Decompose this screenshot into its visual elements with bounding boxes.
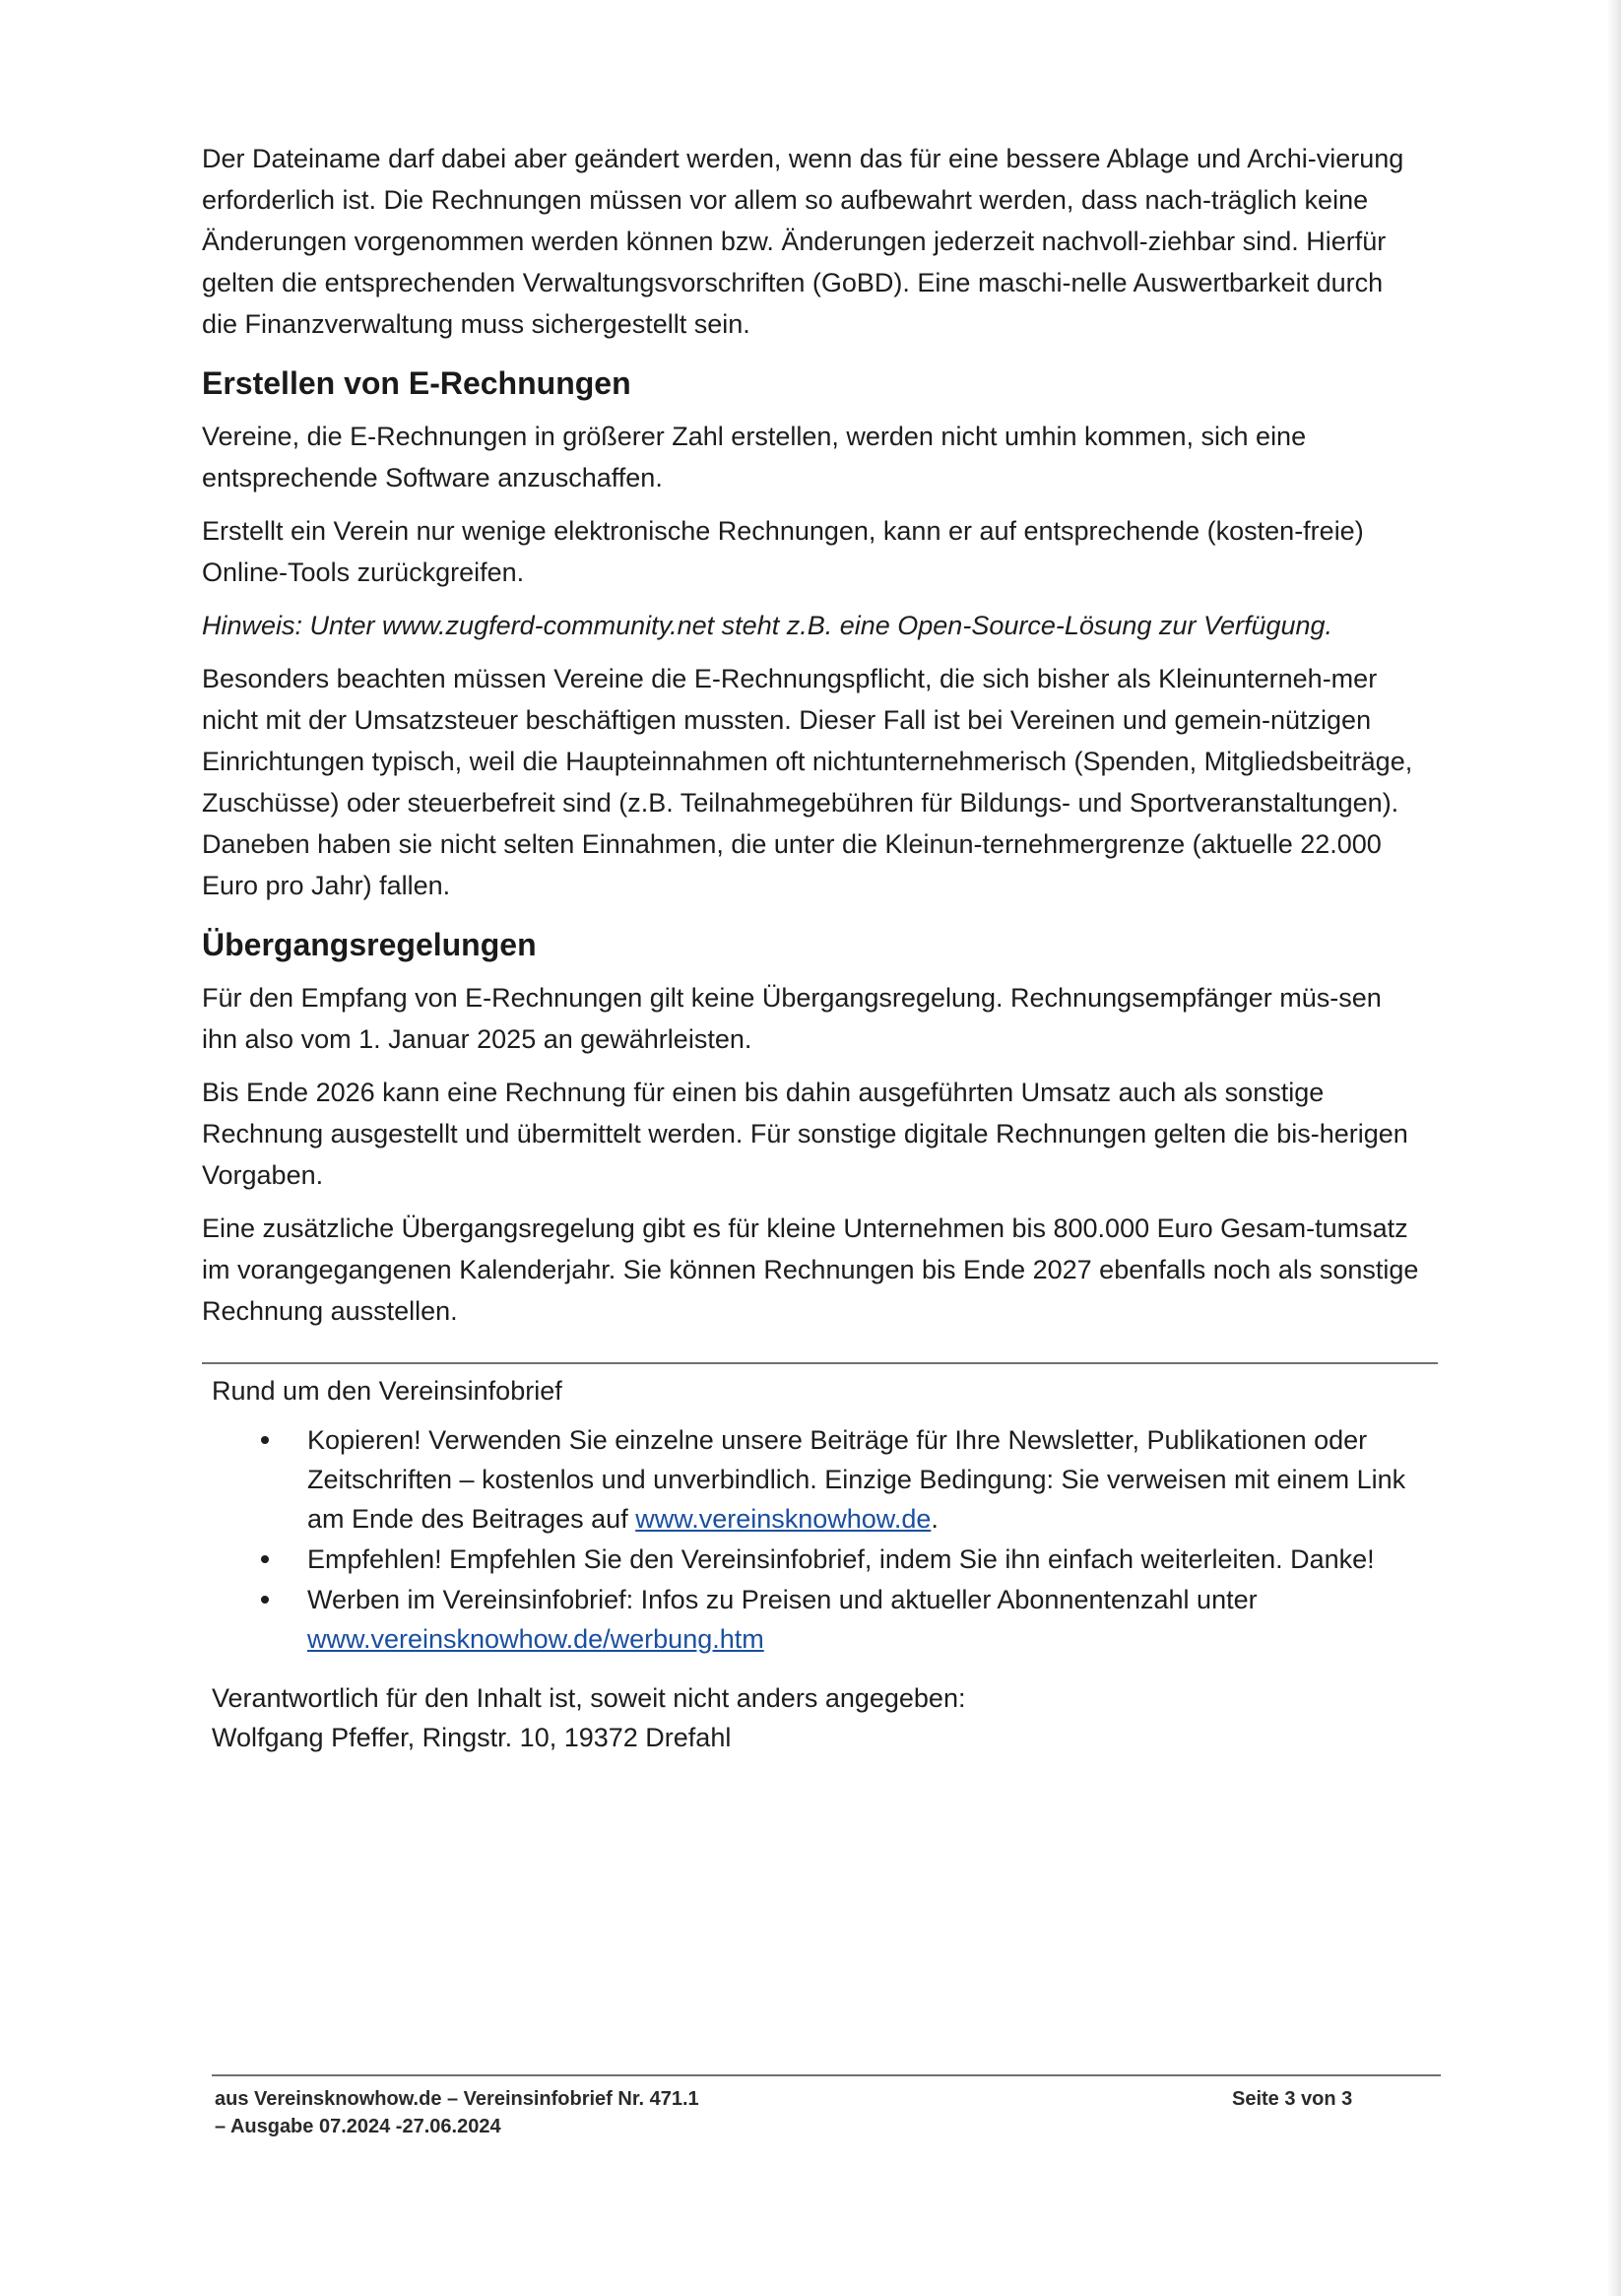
bullet-icon [261, 1555, 269, 1563]
info-heading: Rund um den Vereinsinfobrief [212, 1376, 562, 1406]
bullet-icon [261, 1436, 269, 1444]
info-item-text: Kopieren! Verwenden Sie einzelne unsere Beiträge für Ihre Newsletter, Publikationen oder Zeitschriften – kostenlos und unverbindlich. Einzige Bedingung: Sie verweisen mit einem Link am Ende des Beitrages auf [307, 1425, 1406, 1534]
info-list [212, 1420, 1433, 1659]
responsible-line: Verantwortlich für den Inhalt ist, soweit nicht anders angegeben: [212, 1683, 966, 1713]
footer-source: aus Vereinsknowhow.de – Vereinsinfobrief Nr. 471.1 [215, 2088, 699, 2110]
info-item-werben [212, 1580, 1433, 1659]
paragraph-dateiname: Der Dateiname darf dabei aber geändert werden, wenn das für eine bessere Ablage und Archi-vierung erforderlich ist. Die Rechnungen müssen vor allem so aufbewahrt werden, dass nach-träglich keine Änderungen vorgenommen werden können bzw. Änderungen jederzeit nachvoll-ziehbar sind. Hierfür gelten die entsprechenden Verwaltungsvorschriften (GoBD). Eine maschi-nelle Auswertbarkeit durch die Finanzverwaltung muss sichergestellt sein. [202, 144, 1404, 339]
heading-erstellen: Erstellen von E-Rechnungen [202, 365, 631, 401]
paragraph-kleinunternehmer: Besonders beachten müssen Vereine die E-Rechnungspflicht, die sich bisher als Kleinunterneh-mer nicht mit der Umsatzsteuer beschäftigen mussten. Dieser Fall ist bei Vereinen und gemein-nützigen Einrichtungen typisch, weil die Haupteinnahmen oft nichtunternehmerisch (Spenden, Mitgliedsbeiträge, Zuschüsse) oder steuerbefreit sind (z.B. Teilnahmegebühren für Bildungs- und Sportveranstaltungen). Daneben haben sie nicht selten Einnahmen, die unter die Kleinun-ternehmergrenze (aktuelle 22.000 Euro pro Jahr) fallen. [202, 664, 1413, 900]
bullet-icon [261, 1596, 269, 1604]
info-item-empfehlen [212, 1540, 1433, 1579]
page-footer [215, 2085, 1436, 2140]
footer-issue: – Ausgabe 07.2024 -27.06.2024 [215, 2116, 501, 2137]
link-vereinsknowhow[interactable]: www.vereinsknowhow.de [635, 1504, 932, 1534]
paragraph-ende-2027: Eine zusätzliche Übergangsregelung gibt es für kleine Unternehmen bis 800.000 Euro Gesam-tumsatz im vorangegangenen Kalenderjahr. Sie können Rechnungen bis Ende 2027 ebenfalls noch als sonstige Rechnung ausstellen. [202, 1214, 1419, 1326]
paragraph-empfang: Für den Empfang von E-Rechnungen gilt keine Übergangsregelung. Rechnungsempfänger müs-sen ihn also vom 1. Januar 2025 an gewährleisten. [202, 983, 1382, 1054]
hint-zugferd: Hinweis: Unter www.zugferd-community.net steht z.B. eine Open-Source-Lösung zur Verfügung. [202, 611, 1333, 640]
info-item-end: . [931, 1504, 939, 1534]
responsible-block [212, 1678, 1433, 1757]
info-item-text: Werben im Vereinsinfobrief: Infos zu Preisen und aktueller Abonnentenzahl unter [307, 1585, 1258, 1614]
scan-edge [1607, 0, 1621, 2296]
info-box [212, 1371, 1433, 1757]
paragraph-software: Vereine, die E-Rechnungen in größerer Zahl erstellen, werden nicht umhin kommen, sich eine entsprechende Software anzuschaffen. [202, 422, 1307, 492]
info-divider [202, 1362, 1438, 1364]
info-item-kopieren [212, 1420, 1433, 1539]
info-item-text: Empfehlen! Empfehlen Sie den Vereinsinfobrief, indem Sie ihn einfach weiterleiten. Danke! [307, 1544, 1375, 1574]
link-werbung[interactable]: www.vereinsknowhow.de/werbung.htm [307, 1624, 764, 1654]
document-body [202, 138, 1423, 1344]
responsible-address: Wolfgang Pfeffer, Ringstr. 10, 19372 Drefahl [212, 1723, 732, 1752]
page-number: Seite 3 von 3 [1232, 2088, 1353, 2110]
paragraph-online-tools: Erstellt ein Verein nur wenige elektronische Rechnungen, kann er auf entsprechende (kosten-freie) Online-Tools zurückgreifen. [202, 516, 1364, 587]
footer-divider [212, 2074, 1441, 2076]
paragraph-ende-2026: Bis Ende 2026 kann eine Rechnung für einen bis dahin ausgeführten Umsatz auch als sonstige Rechnung ausgestellt und übermittelt werden. Für sonstige digitale Rechnungen gelten die bis-herigen Vorgaben. [202, 1078, 1408, 1190]
heading-uebergang: Übergangsregelungen [202, 927, 537, 962]
